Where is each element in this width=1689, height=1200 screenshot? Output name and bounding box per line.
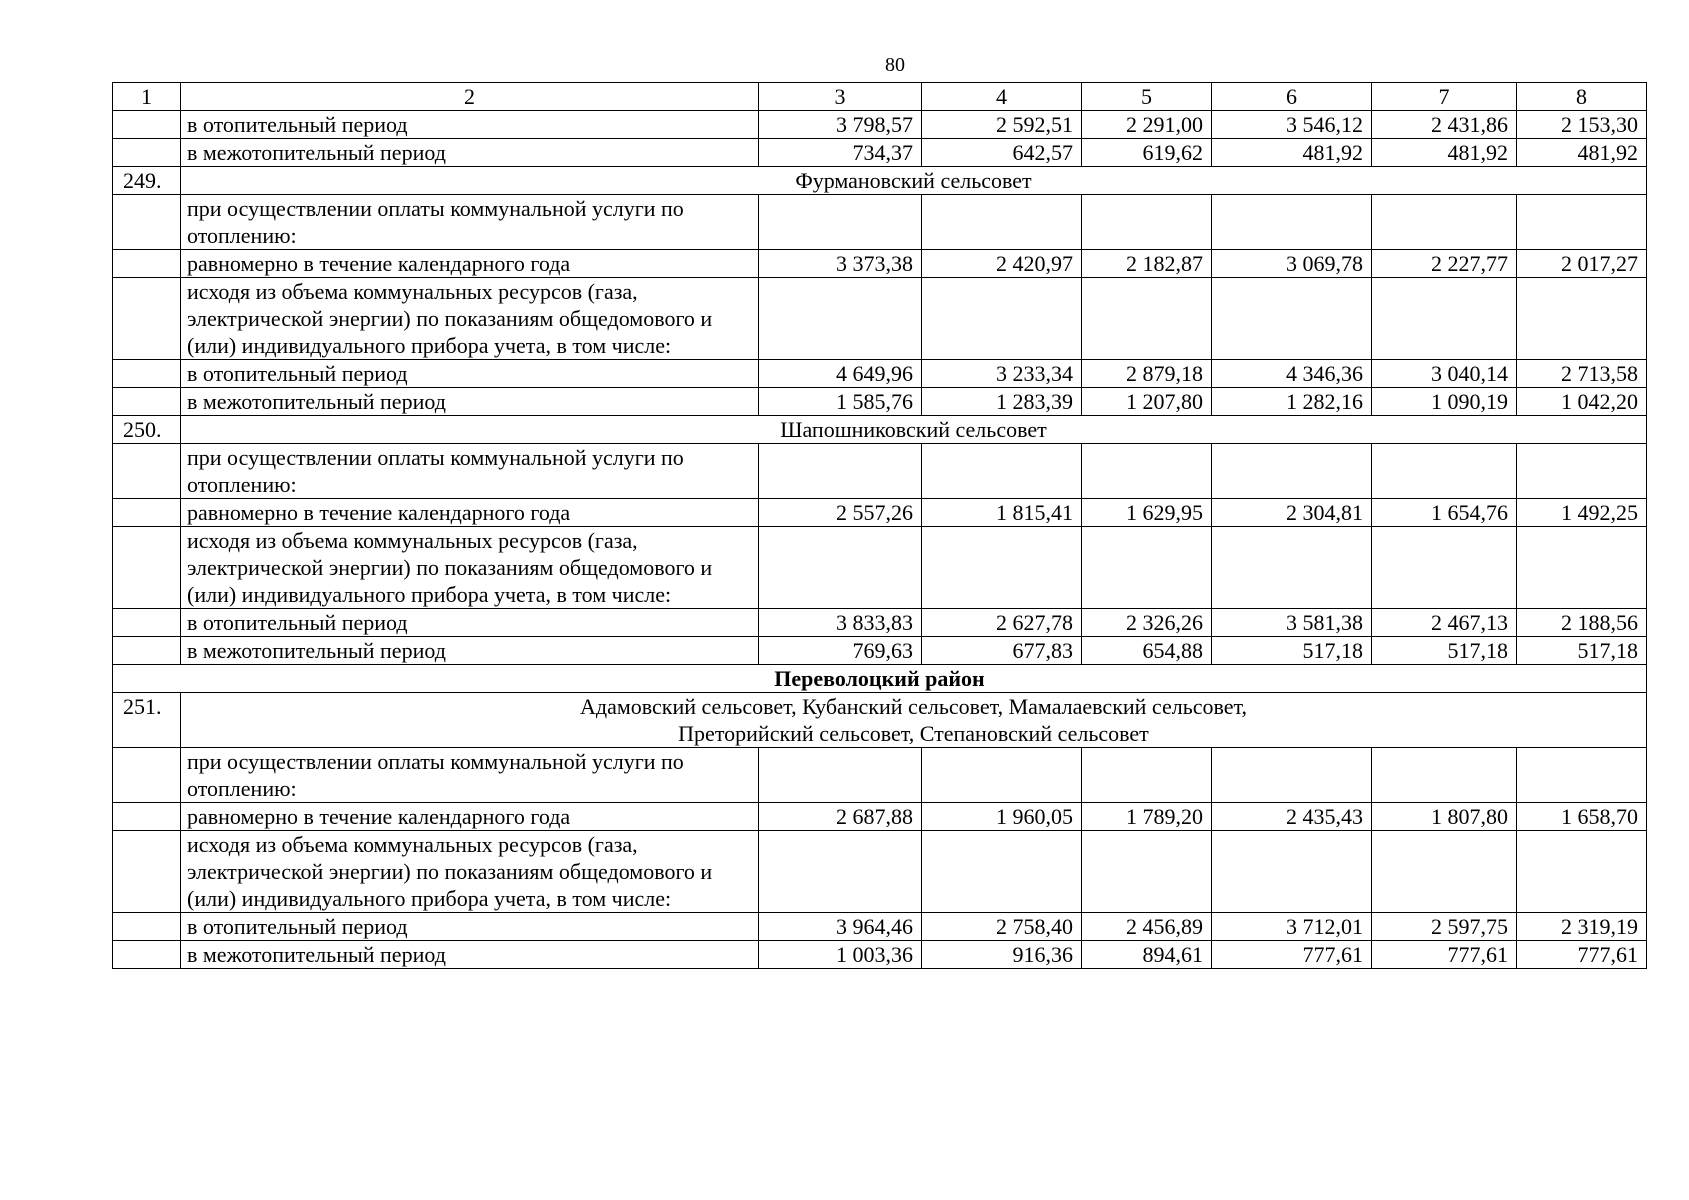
value-cell: [759, 748, 922, 803]
value-cell: 777,61: [1372, 941, 1517, 969]
column-number-7: 7: [1372, 83, 1517, 111]
value-cell: 2 456,89: [1082, 913, 1212, 941]
empty-index-cell: [113, 748, 181, 803]
value-cell: 2 319,19: [1517, 913, 1647, 941]
value-cell: 777,61: [1212, 941, 1372, 969]
row-label: равномерно в течение календарного года: [181, 803, 759, 831]
value-cell: [1212, 195, 1372, 250]
value-cell: 2 291,00: [1082, 111, 1212, 139]
value-cell: 3 833,83: [759, 609, 922, 637]
data-row: [113, 803, 1647, 831]
value-cell: [1517, 748, 1647, 803]
row-label: при осуществлении оплаты коммунальной услуги по отоплению:: [181, 195, 759, 250]
row-label: в отопительный период: [181, 111, 759, 139]
value-cell: [759, 831, 922, 913]
empty-index-cell: [113, 831, 181, 913]
text-row: [113, 195, 1647, 250]
data-row: [113, 360, 1647, 388]
empty-index-cell: [113, 499, 181, 527]
row-label: исходя из объема коммунальных ресурсов (газа, электрической энергии) по показаниям общедомового и (или) индивидуального прибора учета, в том числе:: [181, 831, 759, 913]
section-index: 250.: [113, 416, 181, 444]
data-row: [113, 609, 1647, 637]
row-label: в отопительный период: [181, 913, 759, 941]
row-label: в межотопительный период: [181, 139, 759, 167]
text-row: [113, 527, 1647, 609]
value-cell: [1082, 444, 1212, 499]
value-cell: [1082, 748, 1212, 803]
empty-index-cell: [113, 111, 181, 139]
empty-index-cell: [113, 637, 181, 665]
value-cell: [1082, 278, 1212, 360]
row-label: в межотопительный период: [181, 941, 759, 969]
value-cell: [1082, 527, 1212, 609]
value-cell: 1 090,19: [1372, 388, 1517, 416]
value-cell: 3 581,38: [1212, 609, 1372, 637]
section-title-line: Адамовский сельсовет, Кубанский сельсовет, Мамалаевский сельсовет,: [580, 694, 1247, 719]
value-cell: 2 687,88: [759, 803, 922, 831]
value-cell: [922, 748, 1082, 803]
empty-index-cell: [113, 803, 181, 831]
value-cell: 2 557,26: [759, 499, 922, 527]
value-cell: 1 207,80: [1082, 388, 1212, 416]
value-cell: 2 597,75: [1372, 913, 1517, 941]
value-cell: 3 040,14: [1372, 360, 1517, 388]
value-cell: [1372, 748, 1517, 803]
column-number-2: 2: [181, 83, 759, 111]
value-cell: [1372, 444, 1517, 499]
data-row: [113, 111, 1647, 139]
value-cell: 517,18: [1372, 637, 1517, 665]
row-label: исходя из объема коммунальных ресурсов (газа, электрической энергии) по показаниям общедомового и (или) индивидуального прибора учета, в том числе:: [181, 278, 759, 360]
section-index: 251.: [113, 693, 181, 748]
data-row: [113, 388, 1647, 416]
value-cell: 1 282,16: [1212, 388, 1372, 416]
value-cell: 2 758,40: [922, 913, 1082, 941]
value-cell: [1372, 195, 1517, 250]
empty-index-cell: [113, 444, 181, 499]
value-cell: 3 069,78: [1212, 250, 1372, 278]
value-cell: 2 326,26: [1082, 609, 1212, 637]
value-cell: 2 435,43: [1212, 803, 1372, 831]
value-cell: [759, 278, 922, 360]
tariff-table: [112, 82, 1647, 969]
value-cell: 2 879,18: [1082, 360, 1212, 388]
value-cell: 1 042,20: [1517, 388, 1647, 416]
row-label: при осуществлении оплаты коммунальной услуги по отоплению:: [181, 748, 759, 803]
value-cell: 1 960,05: [922, 803, 1082, 831]
value-cell: 517,18: [1212, 637, 1372, 665]
section-title: Шапошниковский сельсовет: [181, 416, 1647, 444]
value-cell: 3 373,38: [759, 250, 922, 278]
section-row: [113, 416, 1647, 444]
row-label: исходя из объема коммунальных ресурсов (газа, электрической энергии) по показаниям общедомового и (или) индивидуального прибора учета, в том числе:: [181, 527, 759, 609]
column-number-6: 6: [1212, 83, 1372, 111]
value-cell: [1212, 444, 1372, 499]
value-cell: 481,92: [1517, 139, 1647, 167]
column-number-4: 4: [922, 83, 1082, 111]
text-row: [113, 278, 1647, 360]
value-cell: 3 798,57: [759, 111, 922, 139]
value-cell: 2 713,58: [1517, 360, 1647, 388]
value-cell: [759, 195, 922, 250]
value-cell: 2 182,87: [1082, 250, 1212, 278]
value-cell: 517,18: [1517, 637, 1647, 665]
empty-index-cell: [113, 278, 181, 360]
value-cell: 1 003,36: [759, 941, 922, 969]
value-cell: 1 654,76: [1372, 499, 1517, 527]
value-cell: 2 420,97: [922, 250, 1082, 278]
data-row: [113, 637, 1647, 665]
section-title-line: Преторийский сельсовет, Степановский сельсовет: [678, 721, 1149, 746]
value-cell: 4 649,96: [759, 360, 922, 388]
value-cell: 642,57: [922, 139, 1082, 167]
value-cell: 2 153,30: [1517, 111, 1647, 139]
value-cell: [1517, 195, 1647, 250]
value-cell: 1 807,80: [1372, 803, 1517, 831]
text-row: [113, 831, 1647, 913]
value-cell: [1082, 831, 1212, 913]
value-cell: 1 585,76: [759, 388, 922, 416]
data-row: [113, 250, 1647, 278]
column-number-3: 3: [759, 83, 922, 111]
value-cell: [759, 527, 922, 609]
row-label: в межотопительный период: [181, 637, 759, 665]
value-cell: [1212, 278, 1372, 360]
column-number-8: 8: [1517, 83, 1647, 111]
row-label: при осуществлении оплаты коммунальной услуги по отоплению:: [181, 444, 759, 499]
value-cell: [1212, 527, 1372, 609]
value-cell: 2 304,81: [1212, 499, 1372, 527]
value-cell: [1372, 527, 1517, 609]
page-number: 80: [885, 54, 905, 76]
value-cell: 654,88: [1082, 637, 1212, 665]
row-label: в отопительный период: [181, 609, 759, 637]
value-cell: 1 492,25: [1517, 499, 1647, 527]
value-cell: 2 467,13: [1372, 609, 1517, 637]
value-cell: 916,36: [922, 941, 1082, 969]
value-cell: 2 592,51: [922, 111, 1082, 139]
value-cell: 894,61: [1082, 941, 1212, 969]
value-cell: 481,92: [1212, 139, 1372, 167]
district-row: [113, 665, 1647, 693]
value-cell: 619,62: [1082, 139, 1212, 167]
value-cell: 2 227,77: [1372, 250, 1517, 278]
value-cell: 1 283,39: [922, 388, 1082, 416]
empty-index-cell: [113, 250, 181, 278]
empty-index-cell: [113, 609, 181, 637]
value-cell: 777,61: [1517, 941, 1647, 969]
value-cell: [1212, 831, 1372, 913]
row-label: в отопительный период: [181, 360, 759, 388]
empty-index-cell: [113, 913, 181, 941]
value-cell: 2 431,86: [1372, 111, 1517, 139]
value-cell: 769,63: [759, 637, 922, 665]
column-number-5: 5: [1082, 83, 1212, 111]
value-cell: [1082, 195, 1212, 250]
value-cell: [1212, 748, 1372, 803]
text-row: [113, 444, 1647, 499]
empty-index-cell: [113, 139, 181, 167]
value-cell: [1372, 278, 1517, 360]
value-cell: [1372, 831, 1517, 913]
row-label: в межотопительный период: [181, 388, 759, 416]
value-cell: [922, 278, 1082, 360]
data-row: [113, 499, 1647, 527]
empty-index-cell: [113, 527, 181, 609]
value-cell: 481,92: [1372, 139, 1517, 167]
value-cell: 677,83: [922, 637, 1082, 665]
value-cell: [1517, 831, 1647, 913]
value-cell: 3 546,12: [1212, 111, 1372, 139]
value-cell: 1 789,20: [1082, 803, 1212, 831]
value-cell: 3 964,46: [759, 913, 922, 941]
data-row: [113, 941, 1647, 969]
header-row: [113, 83, 1647, 111]
empty-index-cell: [113, 195, 181, 250]
empty-index-cell: [113, 360, 181, 388]
value-cell: [922, 195, 1082, 250]
district-title: Переволоцкий район: [113, 665, 1647, 693]
section-title: [181, 693, 1647, 748]
value-cell: 1 629,95: [1082, 499, 1212, 527]
value-cell: 2 188,56: [1517, 609, 1647, 637]
column-number-1: 1: [113, 83, 181, 111]
section-row: [113, 167, 1647, 195]
value-cell: 2 627,78: [922, 609, 1082, 637]
section-row: [113, 693, 1647, 748]
value-cell: [922, 444, 1082, 499]
row-label: равномерно в течение календарного года: [181, 499, 759, 527]
value-cell: [922, 831, 1082, 913]
table-body: [113, 83, 1647, 969]
section-title: Фурмановский сельсовет: [181, 167, 1647, 195]
data-row: [113, 913, 1647, 941]
value-cell: 2 017,27: [1517, 250, 1647, 278]
value-cell: 3 712,01: [1212, 913, 1372, 941]
value-cell: 4 346,36: [1212, 360, 1372, 388]
data-row: [113, 139, 1647, 167]
value-cell: [1517, 278, 1647, 360]
section-index: 249.: [113, 167, 181, 195]
value-cell: 734,37: [759, 139, 922, 167]
value-cell: [1517, 444, 1647, 499]
value-cell: 1 815,41: [922, 499, 1082, 527]
empty-index-cell: [113, 388, 181, 416]
value-cell: [759, 444, 922, 499]
value-cell: [922, 527, 1082, 609]
row-label: равномерно в течение календарного года: [181, 250, 759, 278]
value-cell: [1517, 527, 1647, 609]
value-cell: 3 233,34: [922, 360, 1082, 388]
text-row: [113, 748, 1647, 803]
empty-index-cell: [113, 941, 181, 969]
value-cell: 1 658,70: [1517, 803, 1647, 831]
